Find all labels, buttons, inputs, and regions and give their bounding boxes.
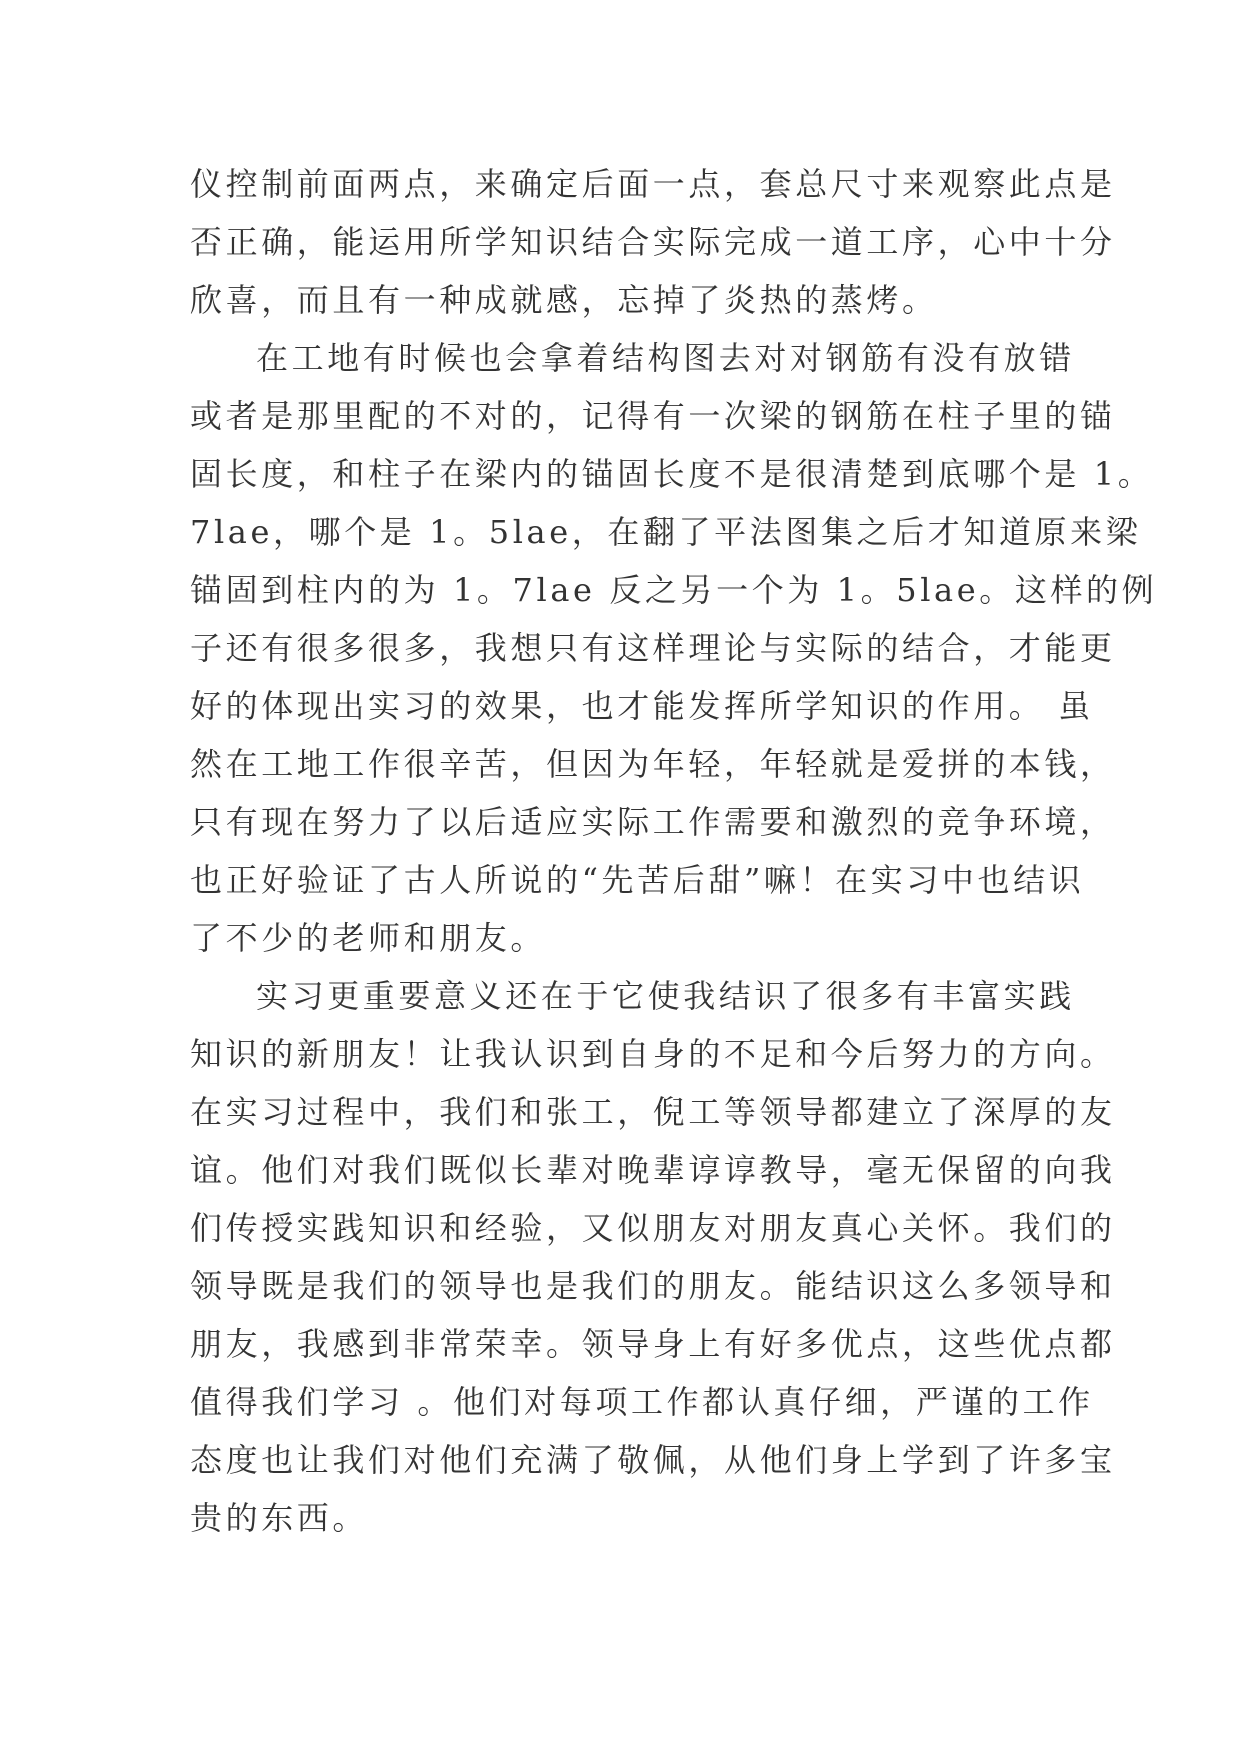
text-line: 仪控制前面两点，来确定后面一点，套总尺寸来观察此点是 — [190, 165, 1116, 203]
text-line: 态度也让我们对他们充满了敬佩，从他们身上学到了许多宝 — [190, 1441, 1116, 1479]
text-line: 子还有很多很多，我想只有这样理论与实际的结合，才能更 — [190, 629, 1116, 667]
text-line: 也正好验证了古人所说的“先苦后甜”嘛！在实习中也结识 — [190, 861, 1085, 899]
text-line: 领导既是我们的领导也是我们的朋友。能结识这么多领导和 — [190, 1267, 1116, 1305]
text-line: 贵的东西。 — [190, 1499, 369, 1537]
text-line: 在实习过程中，我们和张工，倪工等领导都建立了深厚的友 — [190, 1093, 1116, 1131]
text-line: 朋友，我感到非常荣幸。领导身上有好多优点，这些优点都 — [190, 1325, 1116, 1363]
text-line: 谊。他们对我们既似长辈对晚辈谆谆教导，毫无保留的向我 — [190, 1151, 1116, 1189]
text-line: 欣喜，而且有一种成就感，忘掉了炎热的蒸烤。 — [190, 281, 938, 319]
paragraph-start-line: 实习更重要意义还在于它使我结识了很多有丰富实践 — [256, 977, 1075, 1015]
text-line: 们传授实践知识和经验，又似朋友对朋友真心关怀。我们的 — [190, 1209, 1116, 1247]
text-line: 好的体现出实习的效果，也才能发挥所学知识的作用。 虽 — [190, 687, 1094, 725]
text-line: 或者是那里配的不对的，记得有一次梁的钢筋在柱子里的锚 — [190, 397, 1116, 435]
text-line: 锚固到柱内的为 1。7lae 反之另一个为 1。5lae。这样的例 — [190, 571, 1158, 609]
text-line: 固长度，和柱子在梁内的锚固长度不是很清楚到底哪个是 1。 — [190, 455, 1154, 493]
text-line: 然在工地工作很辛苦，但因为年轻，年轻就是爱拼的本钱， — [190, 745, 1116, 783]
text-line: 知识的新朋友！让我认识到自身的不足和今后努力的方向。 — [190, 1035, 1116, 1073]
text-line: 了不少的老师和朋友。 — [190, 919, 547, 957]
text-line: 否正确，能运用所学知识结合实际完成一道工序，心中十分 — [190, 223, 1116, 261]
text-line: 只有现在努力了以后适应实际工作需要和激烈的竞争环境， — [190, 803, 1116, 841]
text-line: 值得我们学习 。他们对每项工作都认真仔细，严谨的工作 — [190, 1383, 1094, 1421]
text-line: 7lae，哪个是 1。5lae，在翻了平法图集之后才知道原来梁 — [190, 513, 1142, 551]
paragraph-start-line: 在工地有时候也会拿着结构图去对对钢筋有没有放错 — [256, 339, 1075, 377]
document-body — [190, 155, 1158, 1547]
